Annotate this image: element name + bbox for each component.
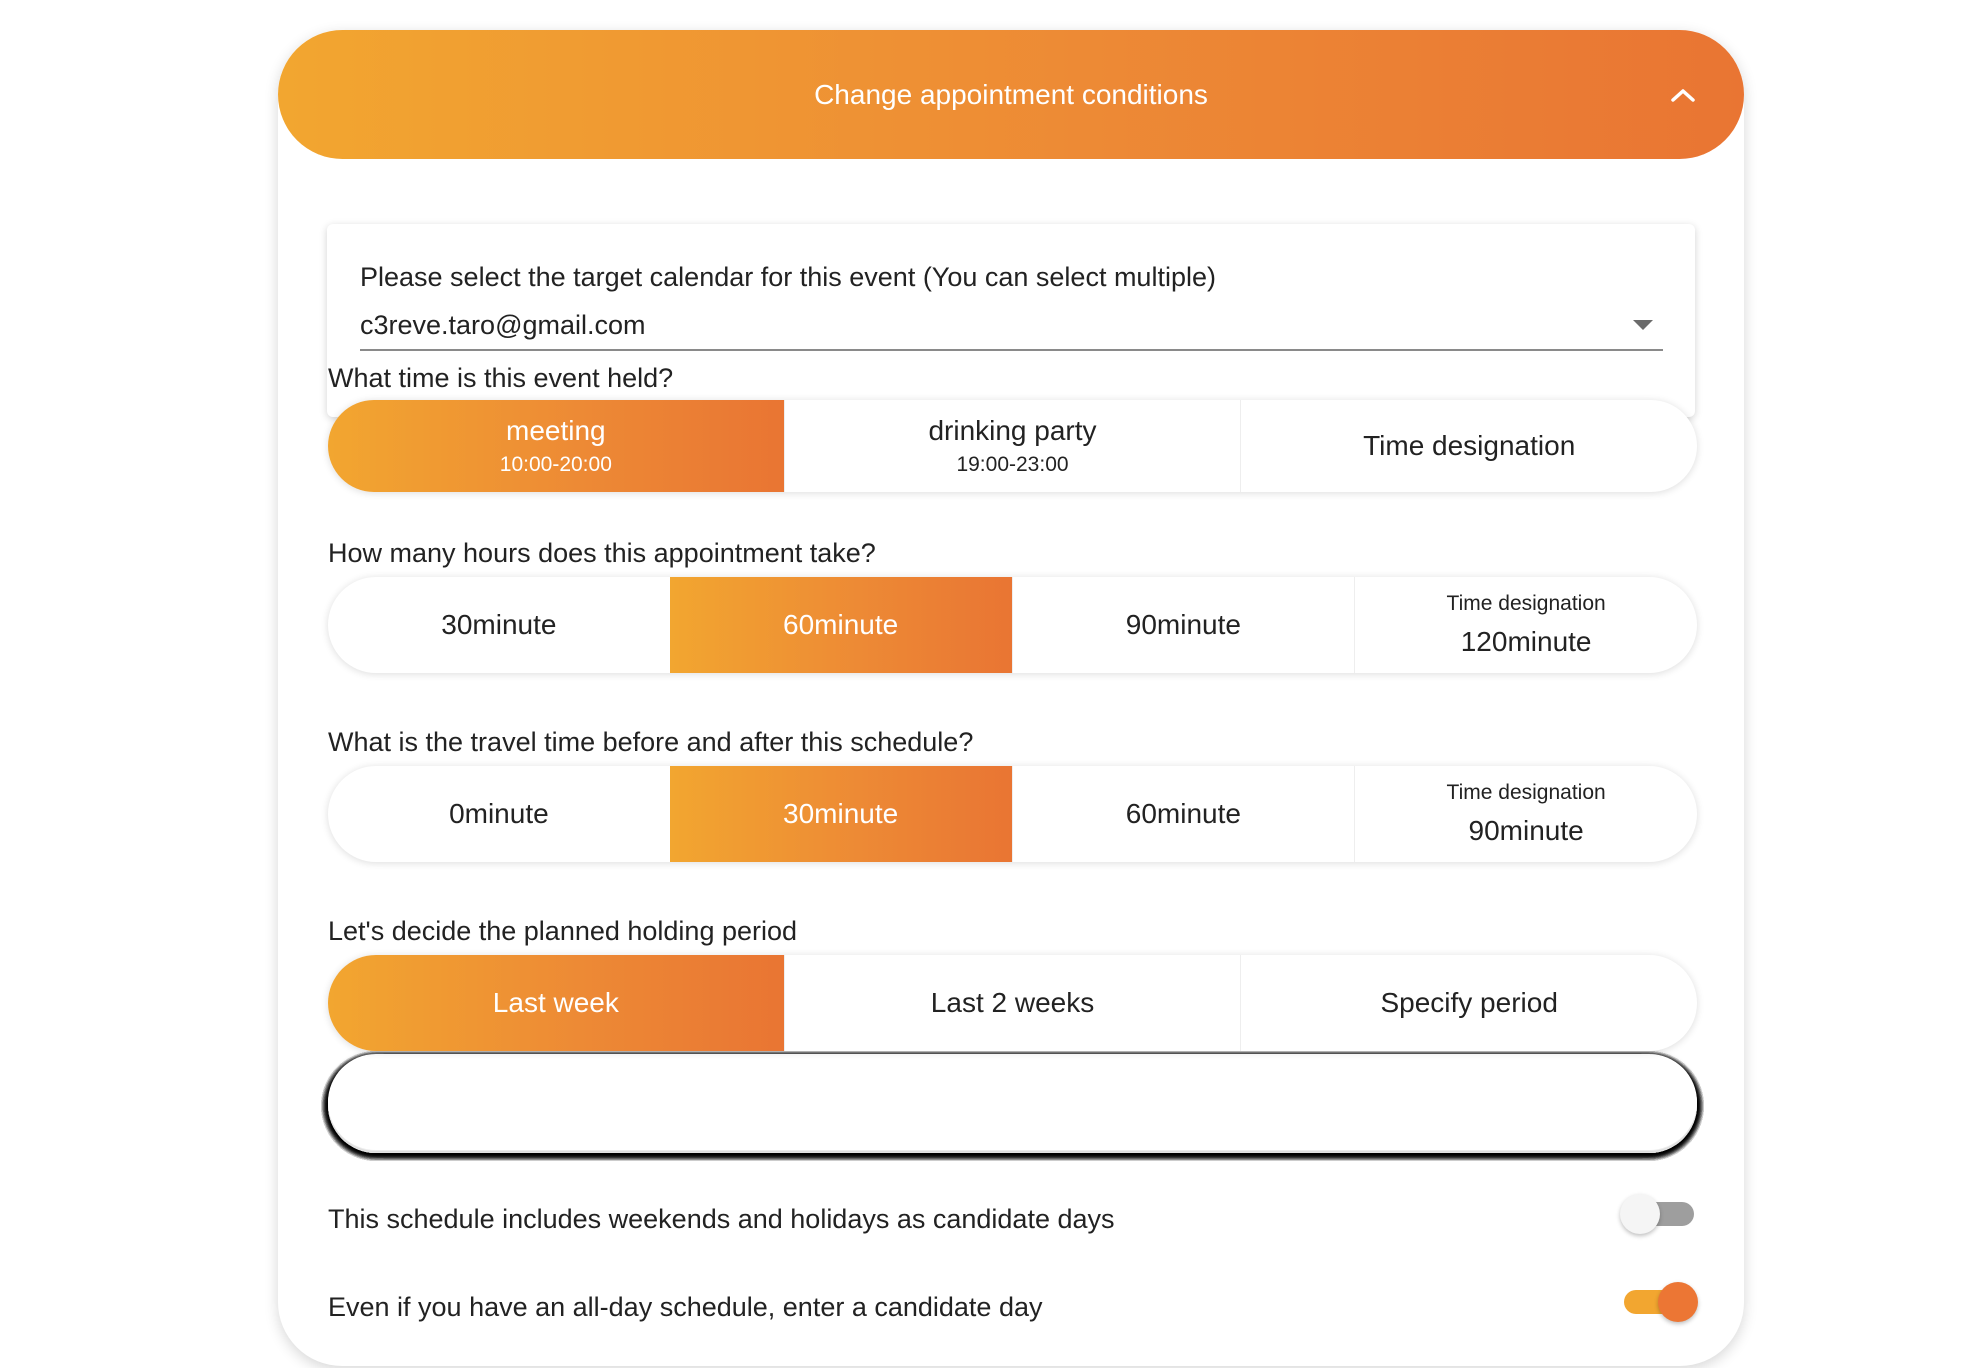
duration-option-time-designation[interactable]	[1354, 577, 1697, 673]
all-day-toggle[interactable]	[1620, 1282, 1698, 1322]
calendar-select-field[interactable]	[360, 304, 1663, 351]
event-time-option-meeting[interactable]	[328, 400, 784, 492]
option-label: 60minute	[1125, 798, 1241, 829]
toggle-knob	[1658, 1282, 1698, 1322]
period-option-specify-period[interactable]	[1240, 955, 1697, 1051]
option-label: Time designation	[1363, 430, 1576, 461]
event-time-option-drinking-party[interactable]	[784, 400, 1241, 492]
option-label: meeting	[506, 415, 606, 446]
period-option-last-2-weeks[interactable]	[784, 955, 1241, 1051]
duration-question: How many hours does this appointment take?	[328, 538, 876, 568]
spacer-65	[328, 1054, 1697, 1150]
event-time-option-time-designation[interactable]	[1240, 400, 1697, 492]
option-label: 60minute	[783, 609, 899, 640]
duration-segmented	[328, 577, 1697, 673]
event-time-question: What time is this event held?	[328, 363, 674, 393]
appointment-conditions-header[interactable]	[278, 30, 1744, 159]
period-segmented	[328, 955, 1697, 1051]
option-label: Specify period	[1380, 987, 1558, 1018]
weekends-toggle[interactable]	[1620, 1194, 1698, 1234]
duration-option-60[interactable]	[670, 577, 1012, 673]
option-label: 90minute	[1468, 815, 1584, 846]
option-label: 30minute	[783, 798, 899, 829]
duration-option-30[interactable]	[328, 577, 670, 673]
header-title: Change appointment conditions	[814, 78, 1208, 110]
travel-option-30[interactable]	[670, 766, 1012, 862]
toggle-knob	[1620, 1194, 1660, 1234]
option-label: Last week	[492, 987, 619, 1018]
travel-option-60[interactable]	[1012, 766, 1355, 862]
option-label: 120minute	[1460, 626, 1592, 657]
option-time-range: 10:00-20:00	[499, 453, 612, 476]
chevron-up-icon[interactable]	[1666, 78, 1700, 112]
period-option-last-week[interactable]	[328, 955, 784, 1051]
appointment-conditions-card	[278, 30, 1744, 1366]
option-label: Last 2 weeks	[930, 987, 1095, 1018]
option-label: drinking party	[928, 415, 1097, 446]
calendar-select-label: Please select the target calendar for this event (You can select multiple)	[360, 262, 1216, 292]
travel-option-time-designation[interactable]	[1354, 766, 1697, 862]
travel-question: What is the travel time before and after this schedule?	[328, 727, 974, 757]
travel-option-0[interactable]	[328, 766, 670, 862]
option-label: 0minute	[449, 798, 549, 829]
all-day-toggle-label: Even if you have an all-day schedule, enter a candidate day	[328, 1292, 1043, 1322]
option-top-label: Time designation	[1446, 592, 1606, 615]
caret-down-icon[interactable]	[1633, 320, 1653, 330]
option-time-range: 19:00-23:00	[956, 453, 1069, 476]
option-top-label: Time designation	[1446, 781, 1606, 804]
weekends-toggle-label: This schedule includes weekends and holidays as candidate days	[328, 1204, 1115, 1234]
event-time-segmented	[328, 400, 1697, 492]
duration-option-90[interactable]	[1012, 577, 1355, 673]
travel-segmented	[328, 766, 1697, 862]
calendar-select-value: c3reve.taro@gmail.com	[360, 310, 646, 340]
option-label: 30minute	[441, 609, 557, 640]
period-question: Let's decide the planned holding period	[328, 916, 798, 946]
option-label: 90minute	[1125, 609, 1241, 640]
